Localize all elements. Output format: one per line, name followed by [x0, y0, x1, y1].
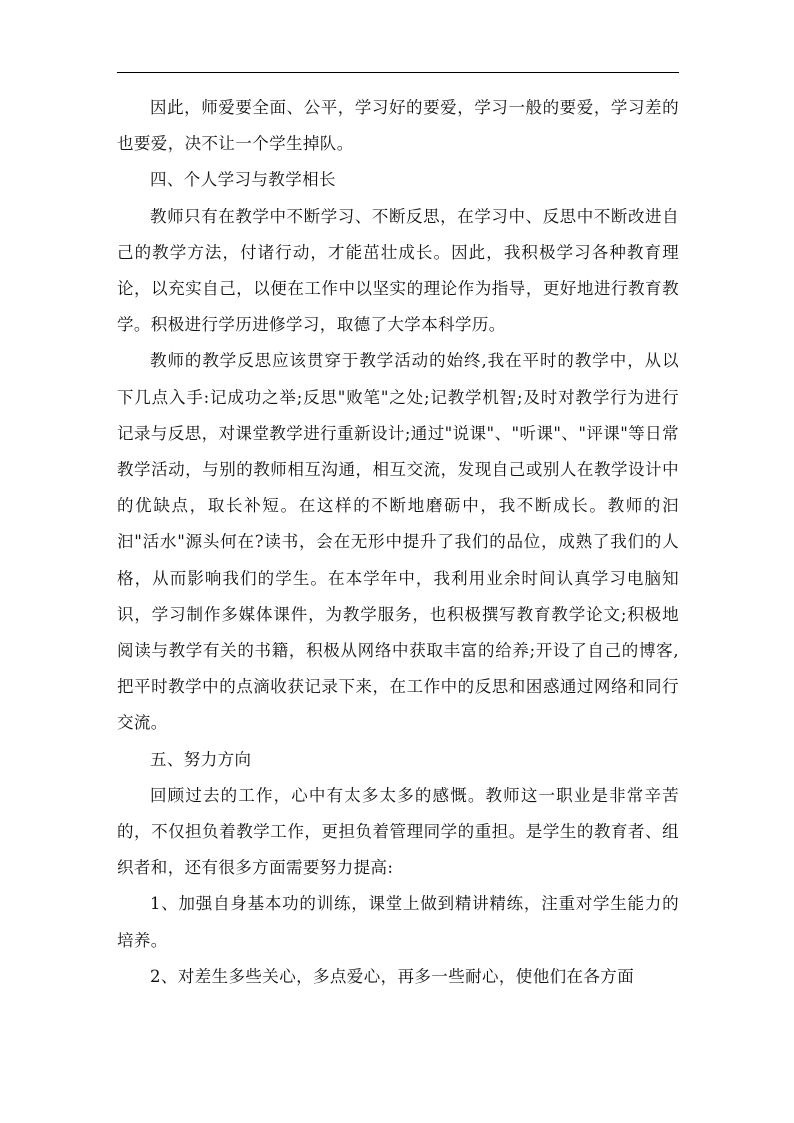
- paragraph-teaching-reflection: 教师的教学反思应该贯穿于教学活动的始终,我在平时的教学中，从以下几点入手:记成功之举;反思"败笔"之处;记教学机智;及时对教学行为进行记录与反思，对课堂教学进行重新设计;通过"说课"、"听课"、"评课"等日常教学活动，与别的教师相互沟通，相互交流，发现自己或别人在教学设计中的优缺点，取长补短。在这样的不断地磨砺中，我不断成长。教师的汩汩"活水"源头何在?读书，会在无形中提升了我们的品位，成熟了我们的人格，从而影响我们的学生。在本学年中，我利用业余时间认真学习电脑知识，学习制作多媒体课件，为教学服务，也积极撰写教育教学论文;积极地阅读与教学有关的书籍，积极从网络中获取丰富的给养;开设了自己的博客,把平时教学中的点滴收获记录下来，在工作中的反思和困惑通过网络和同行交流。: [117, 351, 679, 733]
- paragraph-continuous-learning: 教师只有在教学中不断学习、不断反思，在学习中、反思中不断改进自己的教学方法，付诸行动，才能茁壮成长。因此，我积极学习各种教育理论，以充实自己，以便在工作中以坚实的理论作为指导，更好地进行教育教学。积极进行学历进修学习，取德了大学本科学历。: [117, 206, 679, 335]
- section-heading-4: 四、个人学习与教学相长: [150, 170, 336, 190]
- list-item-2: 2、对差生多些关心，多点爱心，再多一些耐心，使他们在各方面: [150, 966, 635, 986]
- paragraph-teacher-love: 因此，师爱要全面、公平，学习好的要爱，学习一般的要爱，学习差的也要爱，决不让一个学生掉队。: [117, 98, 679, 154]
- list-item-1: 1、加强自身基本功的训练，课堂上做到精讲精练，注重对学生能力的培养。: [117, 894, 679, 950]
- section-heading-5: 五、努力方向: [150, 749, 252, 769]
- document-body: [117, 90, 679, 995]
- paragraph-review: 回顾过去的工作，心中有太多太多的感慨。教师这一职业是非常辛苦的，不仅担负着教学工作，更担负着管理同学的重担。是学生的教育者、组织者和，还有很多方面需要努力提高:: [117, 785, 679, 878]
- header-rule: [117, 72, 679, 73]
